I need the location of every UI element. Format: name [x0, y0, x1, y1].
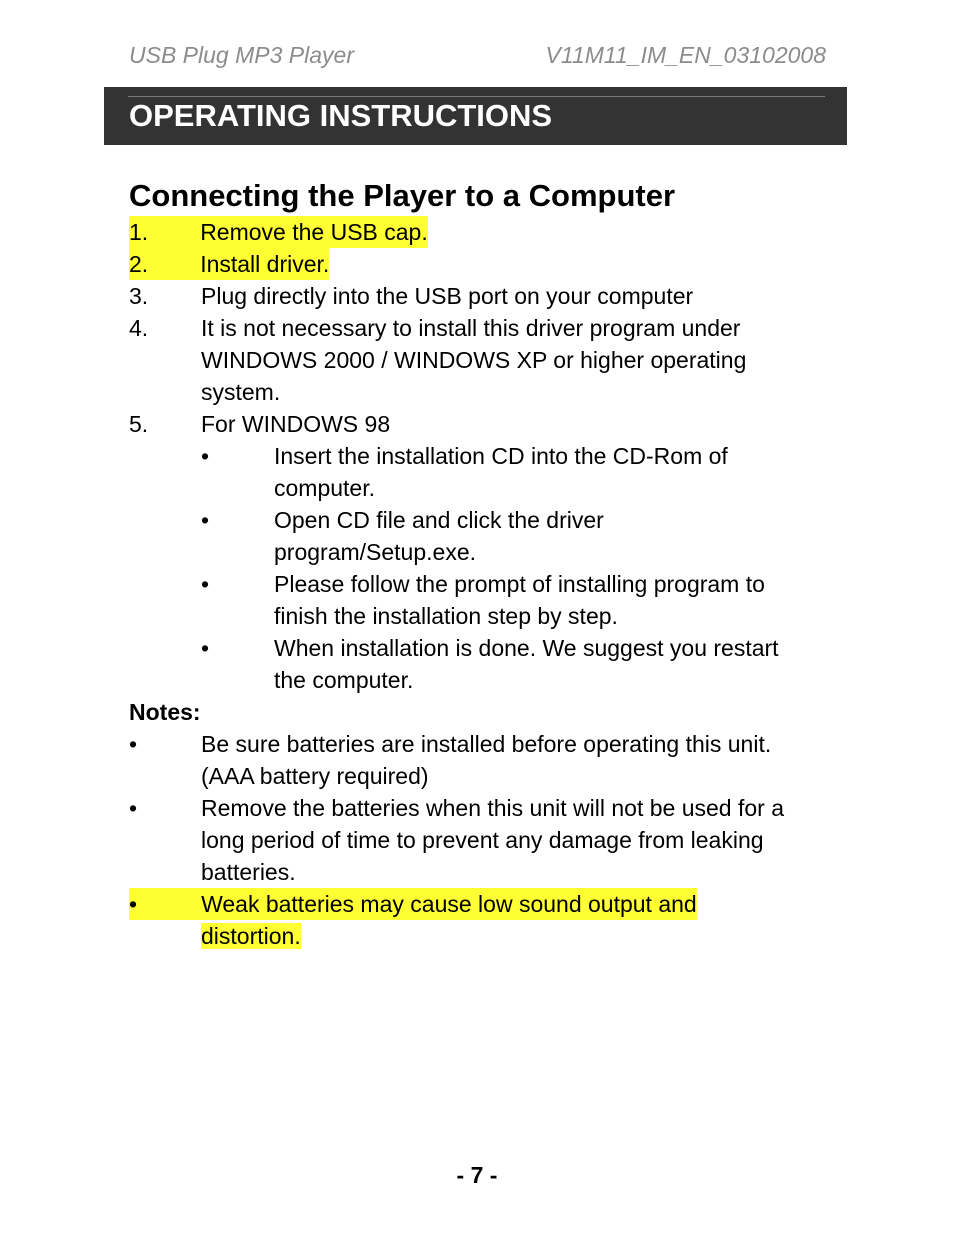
banner-rule: [128, 96, 825, 97]
page-header: [129, 42, 826, 72]
notes-label: Notes:: [129, 699, 201, 725]
bullet-text: computer.: [274, 475, 375, 501]
bullet-text: When installation is done. We suggest you restart: [274, 635, 779, 661]
bullet-dot: •: [201, 507, 210, 533]
sub-bullet-item: [129, 568, 829, 632]
bullet-text: Open CD file and click the driver: [274, 507, 604, 533]
note-text: distortion.: [201, 923, 301, 949]
step-item: [129, 248, 829, 280]
page-content: [129, 176, 829, 952]
step-item: [129, 312, 829, 408]
note-text: Weak batteries may cause low sound output and: [201, 891, 697, 917]
section-banner: [104, 87, 847, 145]
step-item: [129, 408, 829, 440]
bullet-text: finish the installation step by step.: [274, 603, 618, 629]
step-text: WINDOWS 2000 / WINDOWS XP or higher operating: [201, 347, 747, 373]
step-text: Install driver.: [200, 251, 330, 277]
bullet-dot: •: [201, 571, 210, 597]
bullet-dot: •: [129, 891, 138, 917]
note-item: [129, 888, 829, 952]
sub-bullet-item: [129, 440, 829, 504]
bullet-text: the computer.: [274, 667, 414, 693]
bullet-dot: •: [201, 443, 210, 469]
note-item: [129, 792, 829, 888]
note-text: long period of time to prevent any damage from leaking: [201, 827, 764, 853]
step-number: 5.: [129, 411, 149, 437]
header-product-name: USB Plug MP3 Player: [129, 42, 354, 68]
step-text: For WINDOWS 98: [201, 411, 391, 437]
step-item: [129, 216, 829, 248]
note-text: Remove the batteries when this unit will not be used for a: [201, 795, 784, 821]
note-text: batteries.: [201, 859, 296, 885]
sub-bullet-item: [129, 504, 829, 568]
step-text: Plug directly into the USB port on your computer: [201, 283, 694, 309]
step-text: It is not necessary to install this driver program under: [201, 315, 741, 341]
bullet-text: Insert the installation CD into the CD-Rom of: [274, 443, 728, 469]
page-number: - 7 -: [456, 1162, 498, 1188]
step-number: 2.: [129, 251, 149, 277]
banner-title: OPERATING INSTRUCTIONS: [129, 98, 553, 133]
sub-bullet-item: [129, 632, 829, 696]
bullet-text: Please follow the prompt of installing program to: [274, 571, 765, 597]
note-item: [129, 728, 829, 792]
note-text: Be sure batteries are installed before operating this unit.: [201, 731, 772, 757]
step-text: system.: [201, 379, 281, 405]
bullet-dot: •: [201, 635, 210, 661]
bullet-dot: •: [129, 795, 138, 821]
step-number: 3.: [129, 283, 149, 309]
bullet-dot: •: [129, 731, 138, 757]
header-document-code: V11M11_IM_EN_03102008: [545, 42, 826, 68]
section-title: Connecting the Player to a Computer: [129, 178, 676, 213]
step-number: 4.: [129, 315, 149, 341]
step-number: 1.: [129, 219, 149, 245]
bullet-text: program/Setup.exe.: [274, 539, 477, 565]
step-item: [129, 280, 829, 312]
note-text: (AAA battery required): [201, 763, 429, 789]
step-text: Remove the USB cap.: [200, 219, 428, 245]
